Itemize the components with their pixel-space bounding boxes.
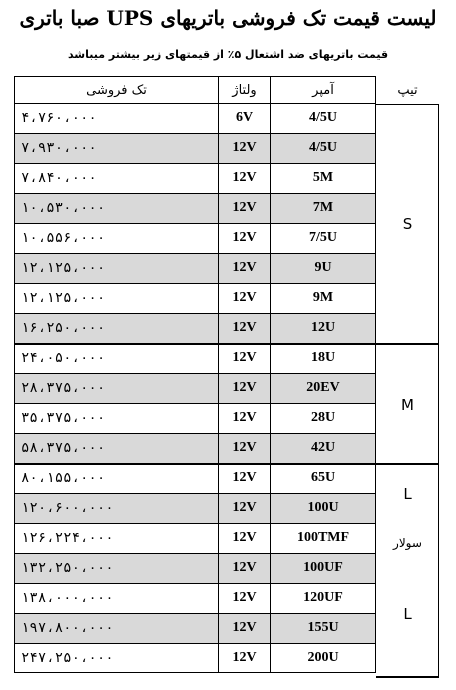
price-cell: ۱۲،۱۲۵،۰۰۰ <box>14 284 219 314</box>
price-cell: ۷،۸۴۰،۰۰۰ <box>14 164 219 194</box>
ampere-cell: 155U <box>271 614 376 644</box>
ampere-cell: 7M <box>271 194 376 224</box>
voltage-cell: 12V <box>219 464 271 494</box>
ampere-cell: 4/5U <box>271 134 376 164</box>
group-l-bottom-label: L <box>403 605 412 623</box>
group-separator <box>14 463 439 465</box>
price-cell: ۱۰،۵۳۰،۰۰۰ <box>14 194 219 224</box>
voltage-cell: 12V <box>219 374 271 404</box>
ampere-cell: 100U <box>271 494 376 524</box>
price-cell: ۱۹۷،۸۰۰،۰۰۰ <box>14 614 219 644</box>
price-cell: ۱۶،۲۵۰،۰۰۰ <box>14 314 219 344</box>
voltage-cell: 12V <box>219 524 271 554</box>
price-cell: ۳۵،۳۷۵،۰۰۰ <box>14 404 219 434</box>
ampere-cell: 9M <box>271 284 376 314</box>
voltage-cell: 12V <box>219 614 271 644</box>
header-ampere: آمپر <box>271 76 376 104</box>
price-cell: ۲۴۷،۲۵۰،۰۰۰ <box>14 644 219 674</box>
table-header-row <box>14 76 439 104</box>
ampere-cell: 200U <box>271 644 376 674</box>
voltage-cell: 6V <box>219 104 271 134</box>
ampere-cell: 9U <box>271 254 376 284</box>
voltage-cell: 12V <box>219 254 271 284</box>
voltage-cell: 12V <box>219 224 271 254</box>
header-voltage: ولتاژ <box>219 76 271 104</box>
price-cell: ۱۳۸،۰۰۰،۰۰۰ <box>14 584 219 614</box>
ampere-cell: 28U <box>271 404 376 434</box>
voltage-cell: 12V <box>219 584 271 614</box>
voltage-cell: 12V <box>219 284 271 314</box>
group-m-label: M <box>401 396 414 414</box>
ampere-cell: 18U <box>271 344 376 374</box>
price-table <box>14 76 439 678</box>
ampere-cell: 4/5U <box>271 104 376 134</box>
price-cell: ۱۲،۱۲۵،۰۰۰ <box>14 254 219 284</box>
price-cell: ۴،۷۶۰،۰۰۰ <box>14 104 219 134</box>
voltage-cell: 12V <box>219 404 271 434</box>
ampere-cell: 100TMF <box>271 524 376 554</box>
voltage-cell: 12V <box>219 644 271 674</box>
ampere-cell: 5M <box>271 164 376 194</box>
group-l-top-label: L <box>403 485 412 503</box>
group-separator <box>14 343 439 345</box>
ampere-cell: 100UF <box>271 554 376 584</box>
ampere-cell: 20EV <box>271 374 376 404</box>
price-cell: ۱۰،۵۵۶،۰۰۰ <box>14 224 219 254</box>
voltage-cell: 12V <box>219 344 271 374</box>
voltage-cell: 12V <box>219 164 271 194</box>
group-s <box>376 104 439 345</box>
voltage-cell: 12V <box>219 554 271 584</box>
group-solar-label: سولار <box>393 536 422 550</box>
header-price: تک فروشی <box>14 76 219 104</box>
ampere-cell: 120UF <box>271 584 376 614</box>
voltage-cell: 12V <box>219 434 271 464</box>
price-cell: ۱۲۶،۲۲۴،۰۰۰ <box>14 524 219 554</box>
voltage-cell: 12V <box>219 314 271 344</box>
group-l-solar <box>376 464 439 678</box>
ampere-cell: 65U <box>271 464 376 494</box>
voltage-cell: 12V <box>219 494 271 524</box>
price-cell: ۱۲۰،۶۰۰،۰۰۰ <box>14 494 219 524</box>
price-cell: ۲۸،۳۷۵،۰۰۰ <box>14 374 219 404</box>
price-cell: ۱۳۲،۲۵۰،۰۰۰ <box>14 554 219 584</box>
ampere-cell: 42U <box>271 434 376 464</box>
ampere-cell: 7/5U <box>271 224 376 254</box>
header-type: تیپ <box>397 82 418 98</box>
page-subtitle: قیمت باتریهای ضد اشتعال ۵٪ از قیمتهای زیر بیشتر میباشد <box>67 48 389 61</box>
group-s-label: S <box>402 215 413 233</box>
price-cell: ۵۸،۳۷۵،۰۰۰ <box>14 434 219 464</box>
ampere-cell: 12U <box>271 314 376 344</box>
voltage-cell: 12V <box>219 194 271 224</box>
voltage-cell: 12V <box>219 134 271 164</box>
group-m <box>376 344 439 465</box>
price-cell: ۷،۹۳۰،۰۰۰ <box>14 134 219 164</box>
price-cell: ۸۰،۱۵۵،۰۰۰ <box>14 464 219 494</box>
price-cell: ۲۴،۰۵۰،۰۰۰ <box>14 344 219 374</box>
page-title: لیست قیمت تک فروشی باتریهای UPS صبا باتری <box>19 6 437 30</box>
